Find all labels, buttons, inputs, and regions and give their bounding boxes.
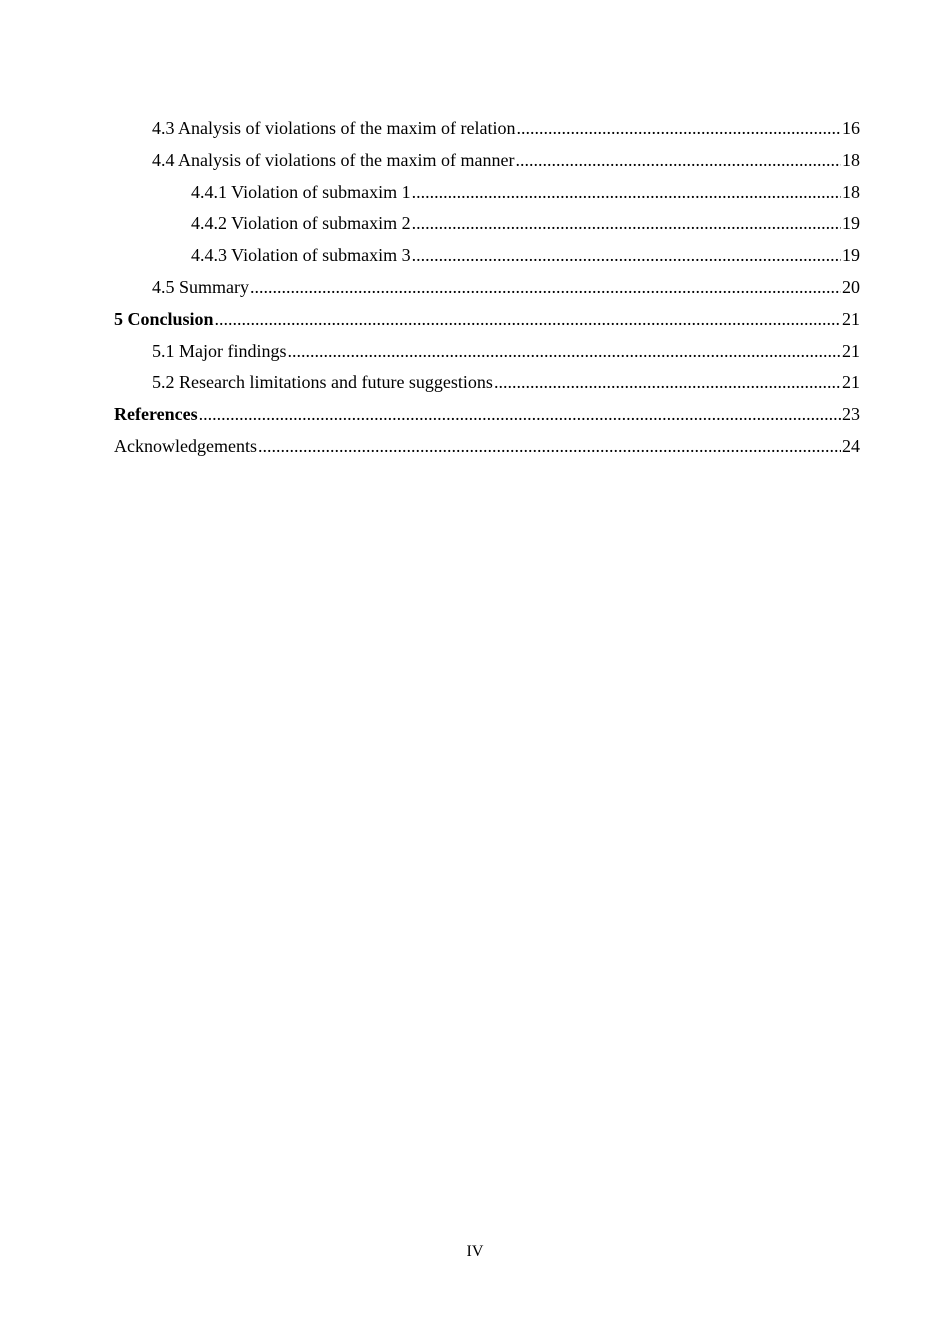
- dot-leader: [258, 436, 841, 456]
- toc-entry-5[interactable]: [114, 309, 860, 329]
- toc-entry-4-4[interactable]: [114, 150, 860, 170]
- dot-leader: [288, 341, 842, 361]
- toc-entry-title: 4.4.1 Violation of submaxim 1: [191, 181, 411, 202]
- toc-entry-title: 4.3 Analysis of violations of the maxim of relation: [152, 118, 516, 138]
- dot-leader: [494, 372, 841, 392]
- toc-entry-4-4-3[interactable]: [114, 245, 860, 265]
- toc-entry-5-2[interactable]: [114, 372, 860, 392]
- toc-entry-title: Acknowledgements: [114, 435, 257, 456]
- toc-entry-title: 5.1 Major findings: [152, 340, 287, 361]
- toc-entry-4-5[interactable]: [114, 277, 860, 297]
- dot-leader: [412, 213, 841, 233]
- dot-leader: [412, 182, 841, 202]
- dot-leader: [412, 245, 841, 265]
- toc-entry-page: 21: [842, 372, 860, 393]
- toc-entry-acknowledgements[interactable]: [114, 436, 860, 456]
- toc-entry-title: 5 Conclusion: [114, 308, 214, 329]
- toc-entry-4-4-2[interactable]: [114, 213, 860, 233]
- toc-entry-page: 19: [842, 245, 860, 266]
- toc-entry-page: 18: [842, 181, 860, 202]
- dot-leader: [199, 404, 841, 424]
- toc-entry-references[interactable]: [114, 404, 860, 424]
- toc-entry-4-3[interactable]: [114, 118, 860, 138]
- table-of-contents: [114, 118, 860, 468]
- toc-entry-page: 21: [842, 340, 860, 361]
- toc-entry-page: 19: [842, 213, 860, 234]
- toc-entry-title: References: [114, 404, 198, 425]
- dot-leader: [250, 277, 841, 297]
- dot-leader: [516, 118, 841, 138]
- toc-entry-4-4-1[interactable]: [114, 182, 860, 202]
- toc-entry-5-1[interactable]: [114, 341, 860, 361]
- toc-entry-page: 16: [842, 118, 860, 138]
- dot-leader: [215, 309, 841, 329]
- toc-entry-title: 4.4.2 Violation of submaxim 2: [191, 213, 411, 234]
- toc-entry-title: 4.4 Analysis of violations of the maxim of manner: [152, 149, 515, 170]
- toc-entry-title: 4.5 Summary: [152, 276, 249, 297]
- toc-entry-title: 5.2 Research limitations and future suggestions: [152, 372, 493, 393]
- toc-entry-title: 4.4.3 Violation of submaxim 3: [191, 245, 411, 266]
- dot-leader: [515, 150, 841, 170]
- toc-entry-page: 18: [842, 149, 860, 170]
- toc-entry-page: 21: [842, 308, 860, 329]
- toc-entry-page: 23: [842, 404, 860, 425]
- page-number: IV: [466, 1243, 484, 1260]
- toc-entry-page: 24: [842, 435, 860, 456]
- toc-entry-page: 20: [842, 276, 860, 297]
